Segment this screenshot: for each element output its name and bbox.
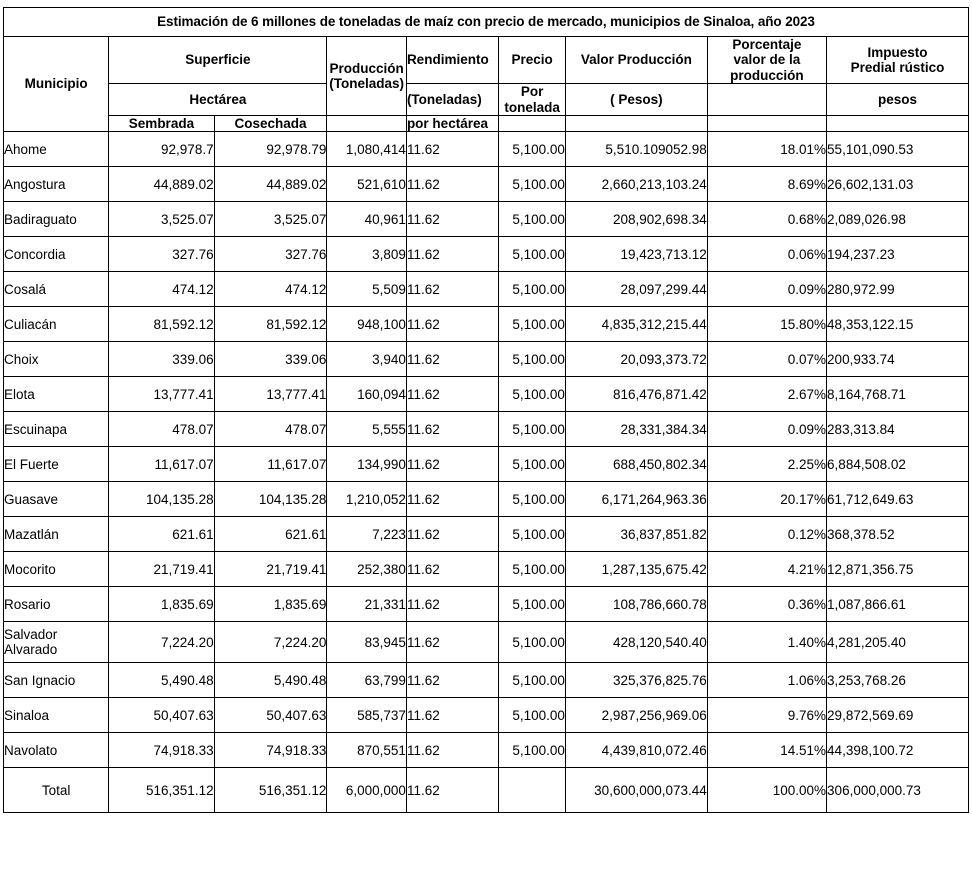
cell-impuesto-predial[interactable]: 48,353,122.15 <box>827 307 969 342</box>
cell-precio[interactable]: 5,100.00 <box>499 202 566 237</box>
table-row <box>4 377 969 412</box>
table-row <box>4 552 969 587</box>
cell-valor-produccion[interactable]: 1,287,135,675.42 <box>565 552 707 587</box>
page-title: Estimación de 6 millones de toneladas de maíz con precio de mercado, municipios de Sinaloa, año 2023 <box>4 8 969 37</box>
cell-sembrada[interactable]: 11,617.07 <box>109 447 214 482</box>
cell-cosechada[interactable]: 3,525.07 <box>214 202 327 237</box>
cell-impuesto-predial[interactable]: 29,872,569.69 <box>827 698 969 733</box>
cell-valor-produccion[interactable]: 28,331,384.34 <box>565 412 707 447</box>
header-hectarea: Hectárea <box>109 84 327 116</box>
header-precio-blank <box>499 115 566 131</box>
cell-sembrada[interactable]: 104,135.28 <box>109 482 214 517</box>
cell-produccion[interactable]: 3,940 <box>327 342 407 377</box>
header-municipio: Municipio <box>4 37 109 132</box>
cell-rendimiento[interactable]: 11.62 <box>406 272 498 307</box>
cell-cosechada[interactable]: 13,777.41 <box>214 377 327 412</box>
cell-total-cosechada[interactable]: 516,351.12 <box>214 768 327 813</box>
cell-rendimiento[interactable]: 11.62 <box>406 377 498 412</box>
cell-precio[interactable]: 5,100.00 <box>499 307 566 342</box>
header-precio-unit <box>499 84 566 116</box>
cell-valor-produccion[interactable]: 28,097,299.44 <box>565 272 707 307</box>
cell-sembrada[interactable]: 44,889.02 <box>109 167 214 202</box>
cell-impuesto-predial[interactable]: 12,871,356.75 <box>827 552 969 587</box>
cell-valor-produccion[interactable]: 4,835,312,215.44 <box>565 307 707 342</box>
cell-cosechada[interactable]: 104,135.28 <box>214 482 327 517</box>
cell-sembrada[interactable]: 474.12 <box>109 272 214 307</box>
cell-impuesto-predial[interactable]: 3,253,768.26 <box>827 663 969 698</box>
cell-produccion[interactable]: 40,961 <box>327 202 407 237</box>
cell-porcentaje[interactable]: 15.80% <box>707 307 826 342</box>
cell-total-valor-produccion[interactable]: 30,600,000,073.44 <box>565 768 707 813</box>
header-precio-unit-line1: Por <box>520 84 544 100</box>
cell-sembrada[interactable]: 13,777.41 <box>109 377 214 412</box>
header-rendimiento: Rendimiento <box>406 37 498 84</box>
cell-produccion[interactable]: 948,100 <box>327 307 407 342</box>
cell-cosechada[interactable]: 339.06 <box>214 342 327 377</box>
cell-sembrada[interactable]: 81,592.12 <box>109 307 214 342</box>
cell-municipio[interactable]: Elota <box>4 377 109 412</box>
header-sembrada: Sembrada <box>109 115 214 131</box>
cell-valor-produccion[interactable]: 108,786,660.78 <box>565 587 707 622</box>
cell-sembrada[interactable]: 327.76 <box>109 237 214 272</box>
cell-municipio[interactable]: Mazatlán <box>4 517 109 552</box>
cell-municipio[interactable]: Cosalá <box>4 272 109 307</box>
cell-rendimiento[interactable]: 11.62 <box>406 342 498 377</box>
cell-cosechada[interactable]: 21,719.41 <box>214 552 327 587</box>
table-row <box>4 412 969 447</box>
cell-rendimiento[interactable]: 11.62 <box>406 663 498 698</box>
cell-impuesto-predial[interactable]: 61,712,649.63 <box>827 482 969 517</box>
cell-precio[interactable]: 5,100.00 <box>499 342 566 377</box>
cell-cosechada[interactable]: 11,617.07 <box>214 447 327 482</box>
header-porcentaje-unit-blank <box>707 84 826 116</box>
cell-sembrada[interactable]: 5,490.48 <box>109 663 214 698</box>
cell-rendimiento[interactable]: 11.62 <box>406 132 498 167</box>
cell-produccion[interactable]: 5,509 <box>327 272 407 307</box>
cell-impuesto-predial[interactable]: 368,378.52 <box>827 517 969 552</box>
cell-precio[interactable]: 5,100.00 <box>499 447 566 482</box>
table-row <box>4 517 969 552</box>
cell-sembrada[interactable]: 339.06 <box>109 342 214 377</box>
table-row <box>4 587 969 622</box>
cell-cosechada[interactable]: 50,407.63 <box>214 698 327 733</box>
header-impuesto-blank <box>827 115 969 131</box>
cell-total-produccion[interactable]: 6,000,000 <box>327 768 407 813</box>
cell-produccion[interactable]: 521,610 <box>327 167 407 202</box>
header-porcentaje-line1: Porcentaje <box>732 37 802 52</box>
cell-total-sembrada[interactable]: 516,351.12 <box>109 768 214 813</box>
header-impuesto-line1: Impuesto <box>867 44 928 60</box>
title-row <box>4 8 969 37</box>
cell-precio[interactable]: 5,100.00 <box>499 132 566 167</box>
cell-municipio[interactable]: Badiraguato <box>4 202 109 237</box>
header-produccion-line2: (Toneladas) <box>329 75 405 91</box>
cell-sembrada[interactable]: 1,835.69 <box>109 587 214 622</box>
cell-porcentaje[interactable]: 0.06% <box>707 237 826 272</box>
cell-rendimiento[interactable]: 11.62 <box>406 447 498 482</box>
cell-porcentaje[interactable]: 4.21% <box>707 552 826 587</box>
cell-valor-produccion[interactable]: 4,439,810,072.46 <box>565 733 707 768</box>
cell-cosechada[interactable]: 478.07 <box>214 412 327 447</box>
cell-rendimiento[interactable]: 11.62 <box>406 167 498 202</box>
cell-produccion[interactable]: 5,555 <box>327 412 407 447</box>
cell-impuesto-predial[interactable]: 283,313.84 <box>827 412 969 447</box>
cell-municipio[interactable]: Rosario <box>4 587 109 622</box>
cell-produccion[interactable]: 160,094 <box>327 377 407 412</box>
cell-rendimiento[interactable]: 11.62 <box>406 552 498 587</box>
cell-municipio[interactable]: Concordia <box>4 237 109 272</box>
cell-porcentaje[interactable]: 0.68% <box>707 202 826 237</box>
cell-rendimiento[interactable]: 11.62 <box>406 202 498 237</box>
cell-rendimiento[interactable]: 11.62 <box>406 307 498 342</box>
cell-rendimiento[interactable]: 11.62 <box>406 517 498 552</box>
cell-rendimiento[interactable]: 11.62 <box>406 587 498 622</box>
cell-sembrada[interactable]: 21,719.41 <box>109 552 214 587</box>
cell-cosechada[interactable]: 74,918.33 <box>214 733 327 768</box>
header-porcentaje-line3: producción <box>730 67 804 83</box>
cell-sembrada[interactable]: 92,978.7 <box>109 132 214 167</box>
header-produccion <box>327 37 407 116</box>
table-row <box>4 622 969 663</box>
header-impuesto-unit: pesos <box>827 84 969 116</box>
cell-valor-produccion[interactable]: 688,450,802.34 <box>565 447 707 482</box>
cell-produccion[interactable]: 1,080,414 <box>327 132 407 167</box>
table-row <box>4 698 969 733</box>
cell-valor-produccion[interactable]: 6,171,264,963.36 <box>565 482 707 517</box>
cell-total-porcentaje[interactable]: 100.00% <box>707 768 826 813</box>
cell-porcentaje[interactable]: 1.06% <box>707 663 826 698</box>
cell-total-precio[interactable] <box>499 768 566 813</box>
cell-sembrada[interactable]: 478.07 <box>109 412 214 447</box>
cell-porcentaje[interactable]: 0.09% <box>707 412 826 447</box>
cell-rendimiento[interactable]: 11.62 <box>406 412 498 447</box>
header-porcentaje <box>707 37 826 84</box>
cell-cosechada[interactable]: 81,592.12 <box>214 307 327 342</box>
cell-porcentaje[interactable]: 0.12% <box>707 517 826 552</box>
cell-municipio[interactable]: Choix <box>4 342 109 377</box>
header-row-2 <box>4 84 969 116</box>
cell-precio[interactable]: 5,100.00 <box>499 272 566 307</box>
cell-porcentaje[interactable]: 1.40% <box>707 622 826 663</box>
table-row <box>4 482 969 517</box>
cell-precio[interactable]: 5,100.00 <box>499 622 566 663</box>
header-superficie: Superficie <box>109 37 327 84</box>
cell-precio[interactable]: 5,100.00 <box>499 587 566 622</box>
cell-valor-produccion[interactable]: 2,987,256,969.06 <box>565 698 707 733</box>
cell-precio[interactable]: 5,100.00 <box>499 517 566 552</box>
cell-municipio[interactable]: El Fuerte <box>4 447 109 482</box>
table-row <box>4 733 969 768</box>
cell-impuesto-predial[interactable]: 26,602,131.03 <box>827 167 969 202</box>
cell-municipio[interactable]: Sinaloa <box>4 698 109 733</box>
cell-precio[interactable]: 5,100.00 <box>499 698 566 733</box>
header-rendimiento-per: por hectárea <box>406 115 498 131</box>
cell-produccion[interactable]: 63,799 <box>327 663 407 698</box>
cell-produccion[interactable]: 870,551 <box>327 733 407 768</box>
header-valor-blank <box>565 115 707 131</box>
cell-cosechada[interactable]: 1,835.69 <box>214 587 327 622</box>
cell-produccion[interactable]: 1,210,052 <box>327 482 407 517</box>
cell-municipio[interactable]: Ahome <box>4 132 109 167</box>
table-row <box>4 272 969 307</box>
header-valor-produccion: Valor Producción <box>565 37 707 84</box>
cell-valor-produccion[interactable]: 20,093,373.72 <box>565 342 707 377</box>
header-cosechada: Cosechada <box>214 115 327 131</box>
cell-produccion[interactable]: 83,945 <box>327 622 407 663</box>
cell-rendimiento[interactable]: 11.62 <box>406 622 498 663</box>
cell-rendimiento[interactable]: 11.62 <box>406 482 498 517</box>
cell-precio[interactable]: 5,100.00 <box>499 733 566 768</box>
cell-impuesto-predial[interactable]: 44,398,100.72 <box>827 733 969 768</box>
cell-valor-produccion[interactable]: 19,423,713.12 <box>565 237 707 272</box>
cell-impuesto-predial[interactable]: 194,237.23 <box>827 237 969 272</box>
cell-cosechada[interactable]: 474.12 <box>214 272 327 307</box>
cell-rendimiento[interactable]: 11.62 <box>406 733 498 768</box>
cell-cosechada[interactable]: 7,224.20 <box>214 622 327 663</box>
cell-rendimiento[interactable]: 11.62 <box>406 237 498 272</box>
cell-cosechada[interactable]: 44,889.02 <box>214 167 327 202</box>
cell-produccion[interactable]: 252,380 <box>327 552 407 587</box>
cell-total-impuesto-predial[interactable]: 306,000,000.73 <box>827 768 969 813</box>
cell-precio[interactable]: 5,100.00 <box>499 412 566 447</box>
cell-valor-produccion[interactable]: 2,660,213,103.24 <box>565 167 707 202</box>
cell-porcentaje[interactable]: 0.07% <box>707 342 826 377</box>
cell-cosechada[interactable]: 92,978.79 <box>214 132 327 167</box>
cell-produccion[interactable]: 134,990 <box>327 447 407 482</box>
cell-cosechada[interactable]: 327.76 <box>214 237 327 272</box>
cell-valor-produccion[interactable]: 325,376,825.76 <box>565 663 707 698</box>
cell-porcentaje[interactable]: 18.01% <box>707 132 826 167</box>
cell-sembrada[interactable]: 7,224.20 <box>109 622 214 663</box>
cell-rendimiento[interactable]: 11.62 <box>406 698 498 733</box>
cell-municipio[interactable]: Escuinapa <box>4 412 109 447</box>
cell-impuesto-predial[interactable]: 2,089,026.98 <box>827 202 969 237</box>
cell-porcentaje[interactable]: 14.51% <box>707 733 826 768</box>
cell-cosechada[interactable]: 5,490.48 <box>214 663 327 698</box>
cell-porcentaje[interactable]: 8.69% <box>707 167 826 202</box>
cell-impuesto-predial[interactable]: 6,884,508.02 <box>827 447 969 482</box>
cell-impuesto-predial[interactable]: 280,972.99 <box>827 272 969 307</box>
cell-impuesto-predial[interactable]: 200,933.74 <box>827 342 969 377</box>
table-row <box>4 237 969 272</box>
cell-municipio[interactable]: San Ignacio <box>4 663 109 698</box>
cell-precio[interactable]: 5,100.00 <box>499 482 566 517</box>
cell-porcentaje[interactable]: 20.17% <box>707 482 826 517</box>
cell-precio[interactable]: 5,100.00 <box>499 663 566 698</box>
header-impuesto-line2: Predial rústico <box>850 60 945 76</box>
cell-valor-produccion[interactable]: 5,510.109052.98 <box>565 132 707 167</box>
header-rendimiento-unit: (Toneladas) <box>406 84 498 116</box>
cell-total-rendimiento[interactable]: 11.62 <box>406 768 498 813</box>
cell-valor-produccion[interactable]: 816,476,871.42 <box>565 377 707 412</box>
cell-municipio[interactable]: Culiacán <box>4 307 109 342</box>
cell-porcentaje[interactable]: 2.25% <box>707 447 826 482</box>
cell-valor-produccion[interactable]: 36,837,851.82 <box>565 517 707 552</box>
header-row-1 <box>4 37 969 84</box>
cell-porcentaje[interactable]: 9.76% <box>707 698 826 733</box>
cell-cosechada[interactable]: 621.61 <box>214 517 327 552</box>
cell-valor-produccion[interactable]: 208,902,698.34 <box>565 202 707 237</box>
cell-municipio[interactable]: Salvador Alvarado <box>4 622 109 663</box>
table-row <box>4 342 969 377</box>
cell-municipio[interactable]: Navolato <box>4 733 109 768</box>
table-row <box>4 663 969 698</box>
header-valor-unit: ( Pesos) <box>565 84 707 116</box>
cell-municipio[interactable]: Angostura <box>4 167 109 202</box>
table-row <box>4 202 969 237</box>
cell-sembrada[interactable]: 621.61 <box>109 517 214 552</box>
cell-porcentaje[interactable]: 0.36% <box>707 587 826 622</box>
cell-precio[interactable]: 5,100.00 <box>499 167 566 202</box>
cell-precio[interactable]: 5,100.00 <box>499 237 566 272</box>
cell-sembrada[interactable]: 50,407.63 <box>109 698 214 733</box>
header-impuesto-predial <box>827 37 969 84</box>
cell-precio[interactable]: 5,100.00 <box>499 552 566 587</box>
cell-impuesto-predial[interactable]: 4,281,205.40 <box>827 622 969 663</box>
cell-precio[interactable]: 5,100.00 <box>499 377 566 412</box>
header-porcentaje-blank <box>707 115 826 131</box>
header-precio: Precio <box>499 37 566 84</box>
header-produccion-line1: Producción <box>329 60 404 76</box>
cell-impuesto-predial[interactable]: 8,164,768.71 <box>827 377 969 412</box>
header-row-3 <box>4 115 969 131</box>
cell-produccion[interactable]: 585,737 <box>327 698 407 733</box>
cell-produccion[interactable]: 21,331 <box>327 587 407 622</box>
cell-produccion[interactable]: 3,809 <box>327 237 407 272</box>
cell-sembrada[interactable]: 74,918.33 <box>109 733 214 768</box>
cell-sembrada[interactable]: 3,525.07 <box>109 202 214 237</box>
cell-produccion[interactable]: 7,223 <box>327 517 407 552</box>
header-porcentaje-line2: valor de la <box>733 52 801 68</box>
header-produccion-blank <box>327 115 407 131</box>
table-row <box>4 167 969 202</box>
table-row <box>4 307 969 342</box>
total-row <box>4 768 969 813</box>
estimation-table <box>3 7 969 813</box>
cell-impuesto-predial[interactable]: 55,101,090.53 <box>827 132 969 167</box>
cell-municipio[interactable]: Mocorito <box>4 552 109 587</box>
header-precio-unit-line2: tonelada <box>504 99 560 115</box>
cell-impuesto-predial[interactable]: 1,087,866.61 <box>827 587 969 622</box>
cell-municipio[interactable]: Guasave <box>4 482 109 517</box>
cell-porcentaje[interactable]: 0.09% <box>707 272 826 307</box>
cell-porcentaje[interactable]: 2.67% <box>707 377 826 412</box>
table-row <box>4 447 969 482</box>
cell-valor-produccion[interactable]: 428,120,540.40 <box>565 622 707 663</box>
table-row <box>4 132 969 167</box>
cell-total-label[interactable]: Total <box>4 768 109 813</box>
